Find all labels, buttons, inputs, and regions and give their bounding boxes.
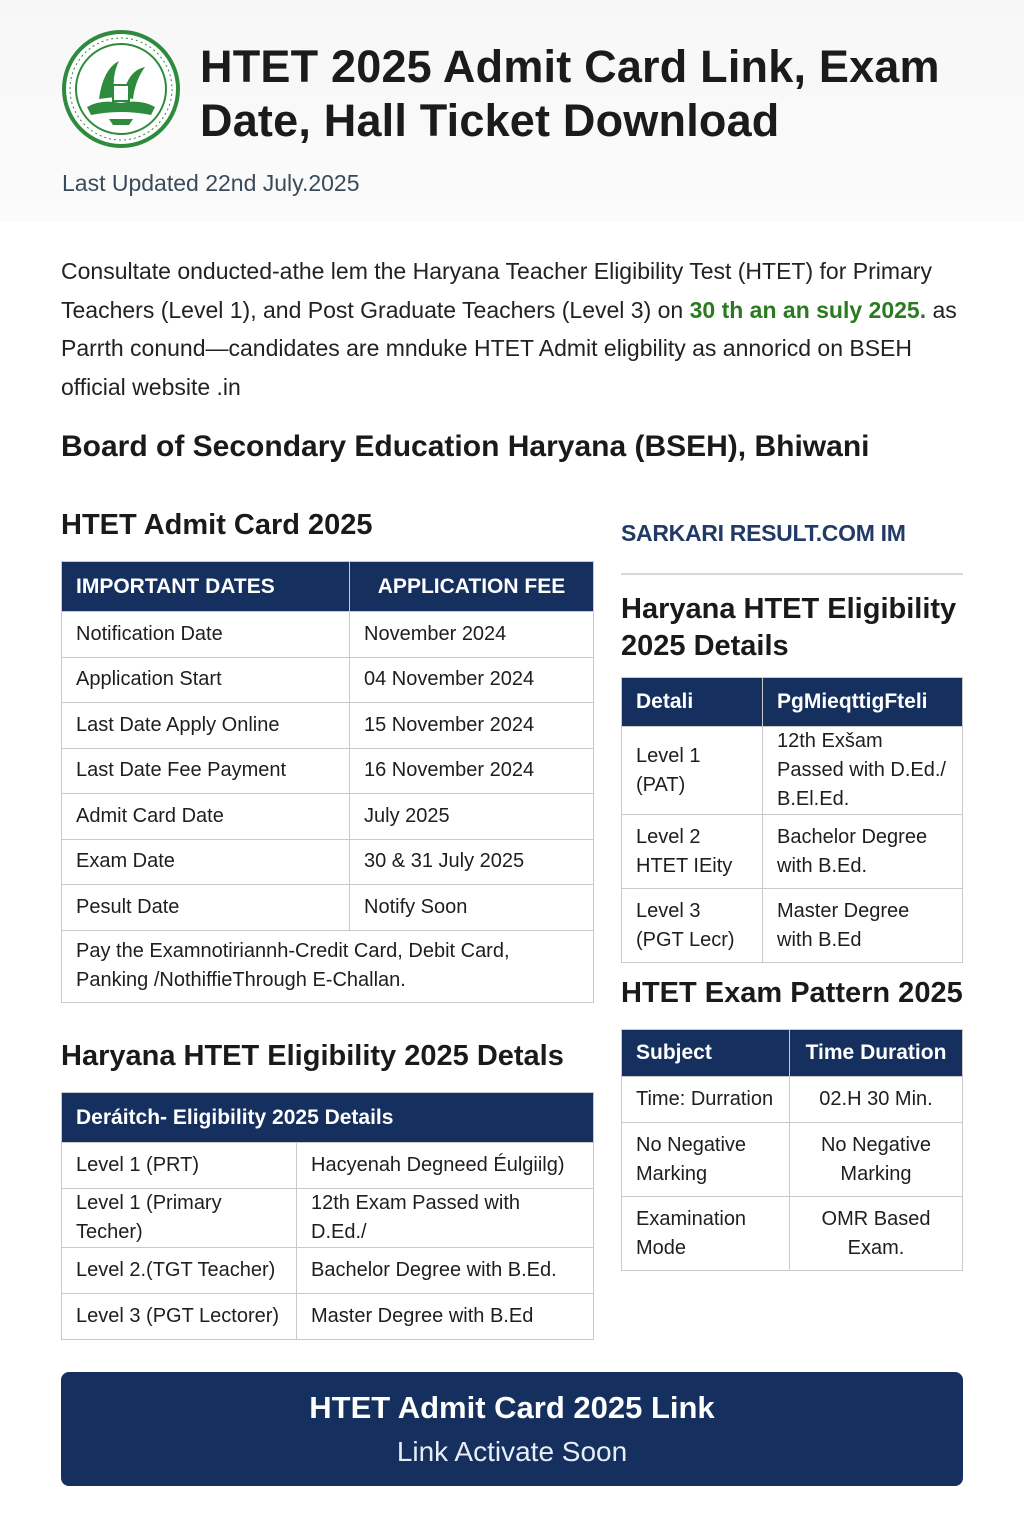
- page-title: HTET 2025 Admit Card Link, Exam Date, Hall Ticket Download: [200, 41, 940, 146]
- eligibility-left-table: [61, 1092, 594, 1340]
- table-row: [62, 748, 594, 794]
- table-row: [622, 1077, 963, 1123]
- intro-text-end: as Parrth conund—candidates are mnduke HTET Admit eligbility as annoricd on BSEH official website .in: [61, 296, 957, 400]
- pattern-value: No Negative Marking: [790, 1123, 963, 1197]
- column-header-important-dates: IMPORTANT DATES: [62, 562, 350, 612]
- column-header-subject: Subject: [622, 1030, 790, 1077]
- table-row: [622, 1197, 963, 1271]
- table-row: [622, 727, 963, 815]
- eligibility-right-heading: Haryana HTET Eligibility 2025 Details: [621, 593, 957, 662]
- date-label: Notification Date: [62, 612, 350, 658]
- table-header-row: [622, 1030, 963, 1077]
- admit-card-link-button[interactable]: [61, 1372, 963, 1486]
- table-row: [62, 1143, 594, 1189]
- qualification: Hacyenah Degneed Éulgiilɡ): [297, 1143, 594, 1189]
- sarkari-result-site-link[interactable]: SARKARI RESULT.COM IM: [621, 520, 906, 546]
- date-value: 15 November 2024: [350, 703, 594, 749]
- qualification: Master Degree with B.Ed: [763, 889, 963, 963]
- table-row: [62, 703, 594, 749]
- table-row: [62, 612, 594, 658]
- level-label: Level 2.(TGT Teacher): [62, 1248, 297, 1294]
- table-row: [62, 1248, 594, 1294]
- column-header-time-duration: Time Duration: [790, 1030, 963, 1077]
- admit-card-heading: HTET Admit Card 2025: [61, 509, 373, 541]
- page-header: [0, 0, 1024, 222]
- pattern-value: 02.H 30 Min.: [790, 1077, 963, 1123]
- qualification: 12th Exšam Passed with D.Ed./ B.El.Ed.: [763, 727, 963, 815]
- date-label: Application Start: [62, 657, 350, 703]
- pattern-label: No Negative Marking: [622, 1123, 790, 1197]
- table-row: [62, 794, 594, 840]
- date-value: 30 & 31 July 2025: [350, 839, 594, 885]
- level-label: Level 1 (Primary Techer): [62, 1189, 297, 1248]
- table-row: [622, 1123, 963, 1197]
- level-label: Level 1 (PRT): [62, 1143, 297, 1189]
- board-title: Board of Secondary Education Haryana (BSEH), Bhiwani: [61, 430, 870, 463]
- pattern-label: Time: Durration: [622, 1077, 790, 1123]
- admit-card-link-title: HTET Admit Card 2025 Link: [309, 1390, 715, 1425]
- eligibility-right-table: [621, 677, 963, 963]
- qualification: 12th Exam Passed with D.Ed./: [297, 1189, 594, 1248]
- intro-text-start: Consultate onducted-athe lem the Haryana Teacher Eligibility Test (HTET) for Primary Teachers (Level 1), and Post Graduate Teachers (Level 3) on: [61, 258, 932, 323]
- date-label: Admit Card Date: [62, 794, 350, 840]
- table-row: [62, 1294, 594, 1340]
- exam-pattern-heading: HTET Exam Pattern 2025: [621, 977, 963, 1009]
- date-value: 16 November 2024: [350, 748, 594, 794]
- table-header-row: [622, 678, 963, 727]
- table-row: [62, 657, 594, 703]
- payment-note: Pay the Examnotiriannh-Credit Card, Debit Card, Panking /NothiffieThrough E-Challan.: [62, 930, 594, 1002]
- table-row: [622, 889, 963, 963]
- table-header-row: [62, 1093, 594, 1143]
- date-value: July 2025: [350, 794, 594, 840]
- column-header-detail: Detali: [622, 678, 763, 727]
- date-value: November 2024: [350, 612, 594, 658]
- qualification: Master Degree with B.Ed: [297, 1294, 594, 1340]
- date-label: Exam Date: [62, 839, 350, 885]
- date-label: Pesult Date: [62, 885, 350, 931]
- date-value: 04 November 2024: [350, 657, 594, 703]
- date-value: Notify Soon: [350, 885, 594, 931]
- admit-card-link-status: Link Activate Soon: [396, 1436, 628, 1467]
- date-label: Last Date Fee Payment: [62, 748, 350, 794]
- level-label: Level 1 (PAT): [622, 727, 763, 815]
- eligibility-table-header: Deráitch- Eligibility 2025 Details: [62, 1093, 594, 1143]
- qualification: Bachelor Degree with B.Ed.: [763, 815, 963, 889]
- level-label: Level 3 (PGT Lecr): [622, 889, 763, 963]
- exam-pattern-table: [621, 1029, 963, 1271]
- pattern-value: OMR Based Exam.: [790, 1197, 963, 1271]
- last-updated-text: Last Updated 22nd July.2025: [62, 170, 360, 196]
- pattern-label: Examination Mode: [622, 1197, 790, 1271]
- eligibility-left-heading: Haryana HTET Eligibility 2025 Detals: [61, 1040, 564, 1072]
- intro-exam-date-highlight: 30 th an an suly 2025.: [689, 296, 927, 323]
- column-header-application-fee: APPLICATION FEE: [350, 562, 594, 612]
- table-row: [62, 1189, 594, 1248]
- important-dates-table: [61, 561, 594, 1003]
- intro-paragraph: [61, 252, 966, 406]
- date-label: Last Date Apply Online: [62, 703, 350, 749]
- qualification: Bachelor Degree with B.Ed.: [297, 1248, 594, 1294]
- bseh-logo-icon: [61, 29, 181, 149]
- column-header-eligibility: PgMieqttigFteli: [763, 678, 963, 727]
- table-row: [62, 885, 594, 931]
- table-header-row: [62, 562, 594, 612]
- table-row: [622, 815, 963, 889]
- level-label: Level 3 (PGT Lectorer): [62, 1294, 297, 1340]
- payment-note-row: [62, 930, 594, 1002]
- level-label: Level 2 HTET IEity: [622, 815, 763, 889]
- table-row: [62, 839, 594, 885]
- sidebar-divider: [621, 573, 963, 575]
